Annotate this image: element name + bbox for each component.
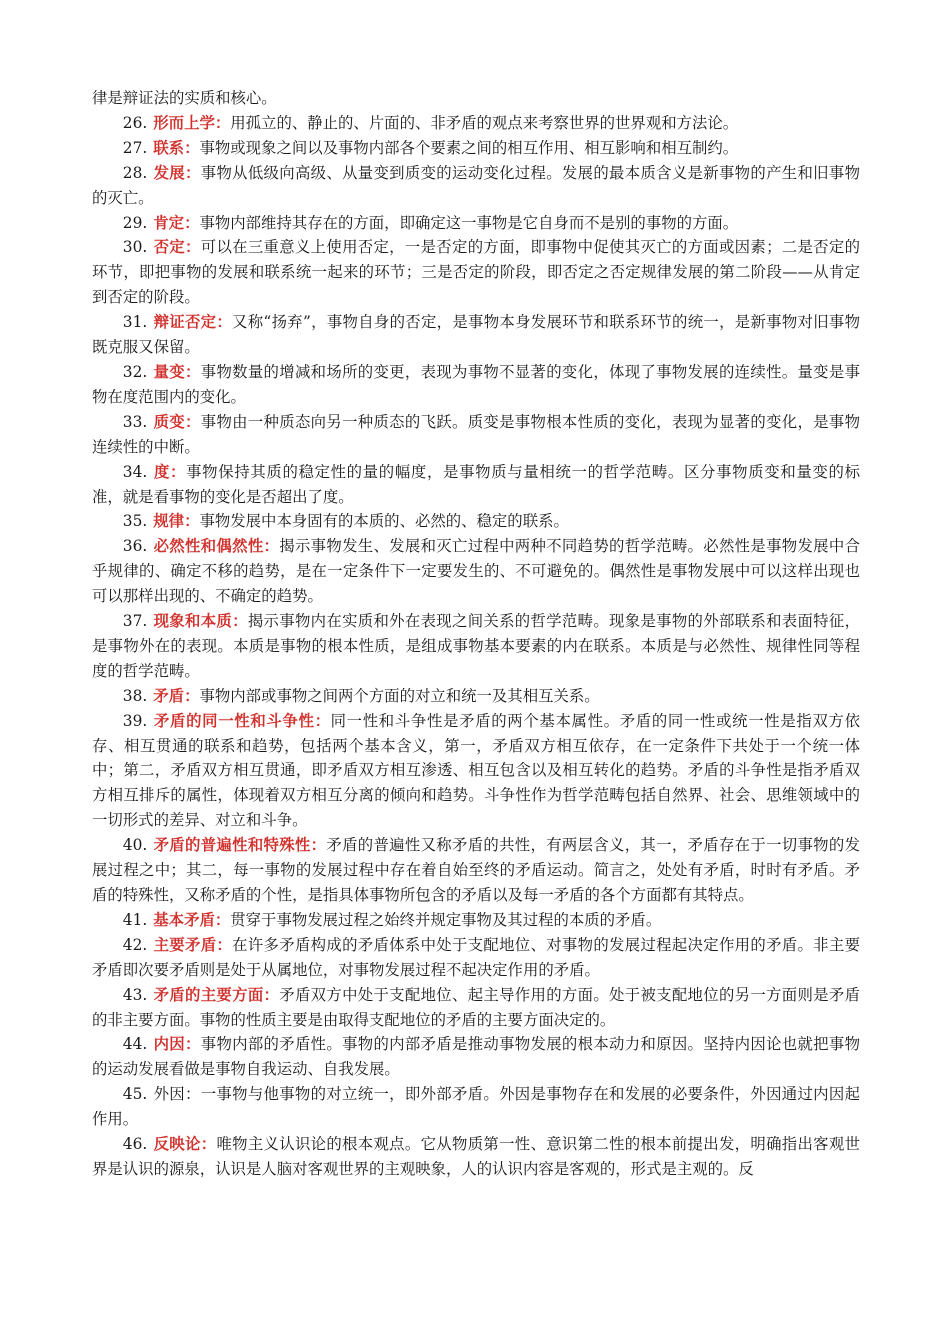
entry-term: 辩证否定 [153, 313, 217, 332]
glossary-entry [92, 410, 860, 460]
entry-term-separator: ： [314, 711, 331, 730]
entry-term: 矛盾的普遍性和特殊性 [153, 836, 311, 855]
entry-term: 度 [153, 462, 171, 481]
entry-term: 质变 [153, 412, 186, 431]
entry-definition: 外因：一事物与他事物的对立统一，即外部矛盾。外因是事物存在和发展的必要条件，外因通过内因起作用。 [92, 1085, 860, 1129]
entry-term-separator: ： [214, 910, 231, 929]
entry-number: 35. [122, 512, 148, 531]
entry-definition: 事物数量的增减和场所的变更，表现为事物不显著的变化，体现了事物发展的连续性。量变是事物在度范围内的变化。 [92, 362, 860, 406]
entry-term: 形而上学 [153, 113, 215, 132]
entry-definition: 在许多矛盾构成的矛盾体系中处于支配地位、对事物的发展过程起决定作用的矛盾。非主要矛盾即次要矛盾则是处于从属地位，对事物发展过程不起决定作用的矛盾。 [92, 935, 860, 979]
entry-number: 43. [122, 985, 148, 1004]
entry-term: 量变 [153, 362, 186, 381]
entry-definition: 用孤立的、静止的、片面的、非矛盾的观点来考察世界的世界观和方法论。 [230, 113, 739, 132]
glossary-list [92, 111, 860, 1182]
entry-term-separator: ： [263, 985, 280, 1004]
entry-definition: 贯穿于事物发展过程之始终并规定事物及其过程的本质的矛盾。 [230, 910, 662, 929]
glossary-entry [92, 684, 860, 709]
entry-number: 46. [122, 1135, 148, 1154]
entry-definition: 可以在三重意义上使用否定，一是否定的方面，即事物中促使其灭亡的方面或因素；二是否定的环节，即把事物的发展和联系统一起来的环节；三是否定的阶段，即否定之否定规律发展的第二阶段——从肯定到否定的阶段。 [92, 238, 860, 307]
glossary-entry [92, 1032, 860, 1082]
glossary-entry [92, 235, 860, 310]
entry-term: 规律 [153, 512, 185, 531]
glossary-entry [92, 534, 860, 609]
entry-definition: 揭示事物内在实质和外在表现之间关系的哲学范畴。现象是事物的外部联系和表面特征，是事物外在的表现。本质是事物的根本性质，是组成事物基本要素的内在联系。本质是与必然性、规律性同等程度的哲学范畴。 [92, 612, 860, 680]
entry-number: 45. [122, 1085, 148, 1104]
entry-term-separator: ： [184, 138, 200, 157]
glossary-entry [92, 310, 860, 360]
glossary-entry [92, 709, 860, 834]
entry-number: 30. [122, 238, 148, 257]
entry-term-separator: ： [232, 612, 248, 631]
entry-number: 42. [122, 935, 148, 954]
glossary-entry [92, 908, 860, 933]
entry-term-separator: ： [200, 1135, 217, 1154]
entry-number: 31. [122, 313, 148, 332]
entry-number: 27. [122, 138, 148, 157]
entry-term-separator: ： [263, 537, 280, 556]
entry-term-separator: ： [184, 686, 200, 705]
glossary-entry [92, 211, 860, 236]
glossary-entry [92, 833, 860, 908]
glossary-entry [92, 1082, 860, 1132]
glossary-entry [92, 460, 860, 510]
entry-term-separator: ： [310, 836, 327, 855]
entry-definition: 事物由一种质态向另一种质态的飞跃。质变是事物根本性质的变化，表现为显著的变化，是事物连续性的中断。 [92, 412, 860, 456]
entry-definition: 唯物主义认识论的根本观点。它从物质第一性、意识第二性的根本前提出发，明确指出客观世界是认识的源泉，认识是人脑对客观世界的主观映象，人的认识内容是客观的，形式是主观的。反 [92, 1135, 860, 1178]
entry-number: 38. [122, 686, 148, 705]
glossary-entry [92, 111, 860, 136]
entry-definition: 矛盾的普遍性又称矛盾的共性，有两层含义，其一，矛盾存在于一切事物的发展过程之中；其二，每一事物的发展过程中存在着自始至终的矛盾运动。简言之，处处有矛盾，时时有矛盾。矛盾的特殊性，又称矛盾的个性，是指具体事物所包含的矛盾以及每一矛盾的各个方面都有其特点。 [92, 836, 860, 904]
entry-number: 44. [122, 1035, 148, 1054]
entry-term-separator: ： [185, 412, 201, 431]
entry-term-separator: ： [216, 313, 233, 332]
entry-definition: 事物保持其质的稳定性的量的幅度，是事物质与量相统一的哲学范畴。区分事物质变和量变的标准，就是看事物的变化是否超出了度。 [92, 462, 860, 506]
entry-term: 现象和本质 [153, 612, 233, 631]
entry-term-separator: ： [216, 935, 233, 954]
document-page [92, 86, 860, 1182]
glossary-entry [92, 136, 860, 161]
glossary-entry [92, 983, 860, 1033]
entry-term: 矛盾的同一性和斗争性 [153, 711, 315, 730]
entry-term-separator: ： [185, 163, 201, 182]
entry-term-separator: ： [170, 462, 187, 481]
entry-term-separator: ： [185, 1035, 201, 1054]
entry-definition: 事物内部维持其存在的方面，即确定这一事物是它自身而不是别的事物的方面。 [199, 213, 739, 232]
entry-number: 33. [122, 412, 148, 431]
entry-term: 发展 [153, 163, 186, 182]
entry-definition: 事物发展中本身固有的本质的、必然的、稳定的联系。 [199, 512, 569, 531]
entry-number: 29. [122, 213, 148, 232]
entry-definition: 事物或现象之间以及事物内部各个要素之间的相互作用、相互影响和相互制约。 [199, 138, 739, 157]
entry-definition: 同一性和斗争性是矛盾的两个基本属性。矛盾的同一性或统一性是指双方依存、相互贯通的联系和趋势，包括两个基本含义，第一，矛盾双方相互依存，在一定条件下共处于一个统一体中；第二，矛盾双方相互贯通，即矛盾双方相互渗透、相互包含以及相互转化的趋势。矛盾的斗争性是指矛盾双方相互排斥的属性，体现着双方相互分离的倾向和趋势。斗争性作为哲学范畴包括自然界、社会、思维领域中的一切形式的差异、对立和斗争。 [92, 711, 860, 830]
glossary-entry [92, 360, 860, 410]
entry-term: 矛盾的主要方面 [153, 985, 264, 1004]
entry-term: 基本矛盾 [153, 910, 215, 929]
entry-number: 40. [122, 836, 148, 855]
entry-term: 肯定 [153, 213, 185, 232]
entry-definition: 又称“扬弃”，事物自身的否定，是事物本身发展环节和联系环节的统一，是新事物对旧事物既克服又保留。 [92, 313, 860, 357]
entry-definition: 揭示事物发生、发展和灭亡过程中两种不同趋势的哲学范畴。必然性是事物发展中合乎规律的、确定不移的趋势，是在一定条件下一定要发生的、不可避免的。偶然性是事物发展中可以这样出现也可以那样出现的、不确定的趋势。 [92, 537, 860, 606]
glossary-entry [92, 509, 860, 534]
continuation-paragraph: 律是辩证法的实质和核心。 [92, 89, 277, 107]
entry-term: 否定 [153, 238, 186, 257]
entry-definition: 矛盾双方中处于支配地位、起主导作用的方面。处于被支配地位的另一方面则是矛盾的非主要方面。事物的性质主要是由取得支配地位的矛盾的主要方面决定的。 [92, 985, 860, 1029]
entry-number: 39. [122, 711, 148, 730]
glossary-entry [92, 609, 860, 684]
entry-definition: 事物从低级向高级、从量变到质变的运动变化过程。发展的最本质含义是新事物的产生和旧事物的灭亡。 [92, 163, 860, 207]
entry-number: 37. [122, 612, 148, 631]
entry-term: 反映论 [153, 1135, 201, 1154]
glossary-entry [92, 161, 860, 211]
entry-term: 矛盾 [153, 686, 185, 705]
entry-term: 主要矛盾 [153, 935, 217, 954]
entry-number: 34. [122, 462, 148, 481]
entry-term-separator: ： [214, 113, 231, 132]
entry-term-separator: ： [184, 512, 200, 531]
entry-number: 36. [122, 537, 148, 556]
glossary-entry [92, 1132, 860, 1182]
entry-term-separator: ： [184, 213, 200, 232]
entry-term: 联系 [153, 138, 185, 157]
entry-term: 必然性和偶然性 [153, 537, 264, 556]
entry-definition: 事物内部或事物之间两个方面的对立和统一及其相互关系。 [199, 686, 600, 705]
entry-number: 26. [122, 113, 148, 132]
entry-number: 32. [122, 362, 148, 381]
glossary-entry [92, 933, 860, 983]
entry-term-separator: ： [185, 238, 201, 257]
entry-term-separator: ： [185, 362, 201, 381]
entry-number: 28. [122, 163, 148, 182]
entry-definition: 事物内部的矛盾性。事物的内部矛盾是推动事物发展的根本动力和原因。坚持内因论也就把事物的运动发展看做是事物自我运动、自我发展。 [92, 1035, 860, 1079]
entry-term: 内因 [153, 1035, 186, 1054]
entry-number: 41. [122, 910, 148, 929]
